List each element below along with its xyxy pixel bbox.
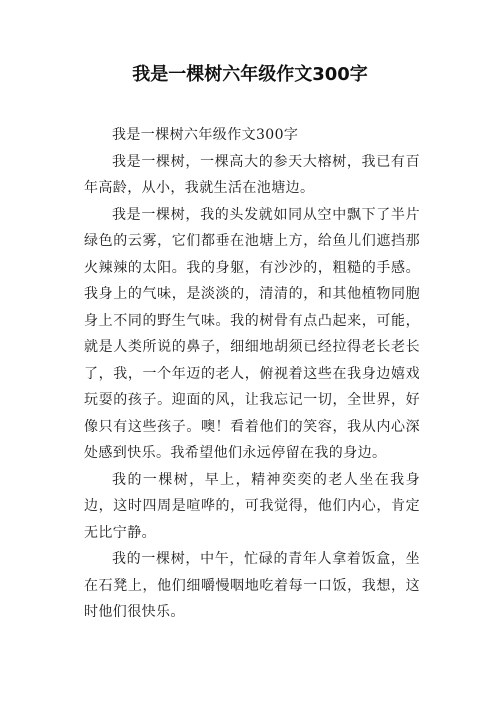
document-body (84, 122, 420, 626)
paragraph-morning: 我的一棵树，早上，精神奕奕的老人坐在我身边，这时四周是喧哗的，可我觉得，他们内心，肯定无比宁静。 (84, 471, 420, 541)
paragraph-noon: 我的一棵树，中午，忙碌的青年人拿着饭盒，坐在石凳上，他们细嚼慢咽地吃着每一口饭，我想，这时他们很快乐。 (84, 551, 420, 620)
document-title: 我是一棵树六年级作文300字 (132, 64, 368, 85)
paragraph-intro: 我是一棵树，一棵高大的参天大榕树，我已有百年高龄，从小，我就生活在池塘边。 (84, 153, 420, 196)
paragraph-subtitle: 我是一棵树六年级作文300字 (112, 127, 299, 143)
paragraph-description: 我是一棵树，我的头发就如同从空中飘下了半片绿色的云雾，它们都垂在池塘上方，给鱼儿们遮挡那火辣辣的太阳。我的身躯，有沙沙的，粗糙的手感。我身上的气味，是淡淡的，清清的，和其他植物同胞身上不同的野生气味。我的树骨有点凸起来，可能，就是人类所说的鼻子，细细地胡须已经拉得老长老长了，我，一个年迈的老人，俯视着这些在我身边嬉戏玩耍的孩子。迎面的风，让我忘记一切，全世界，好像只有这些孩子。噢！看着他们的笑容，我从内心深处感到快乐。我希望他们永远停留在我的身边。 (84, 206, 420, 461)
